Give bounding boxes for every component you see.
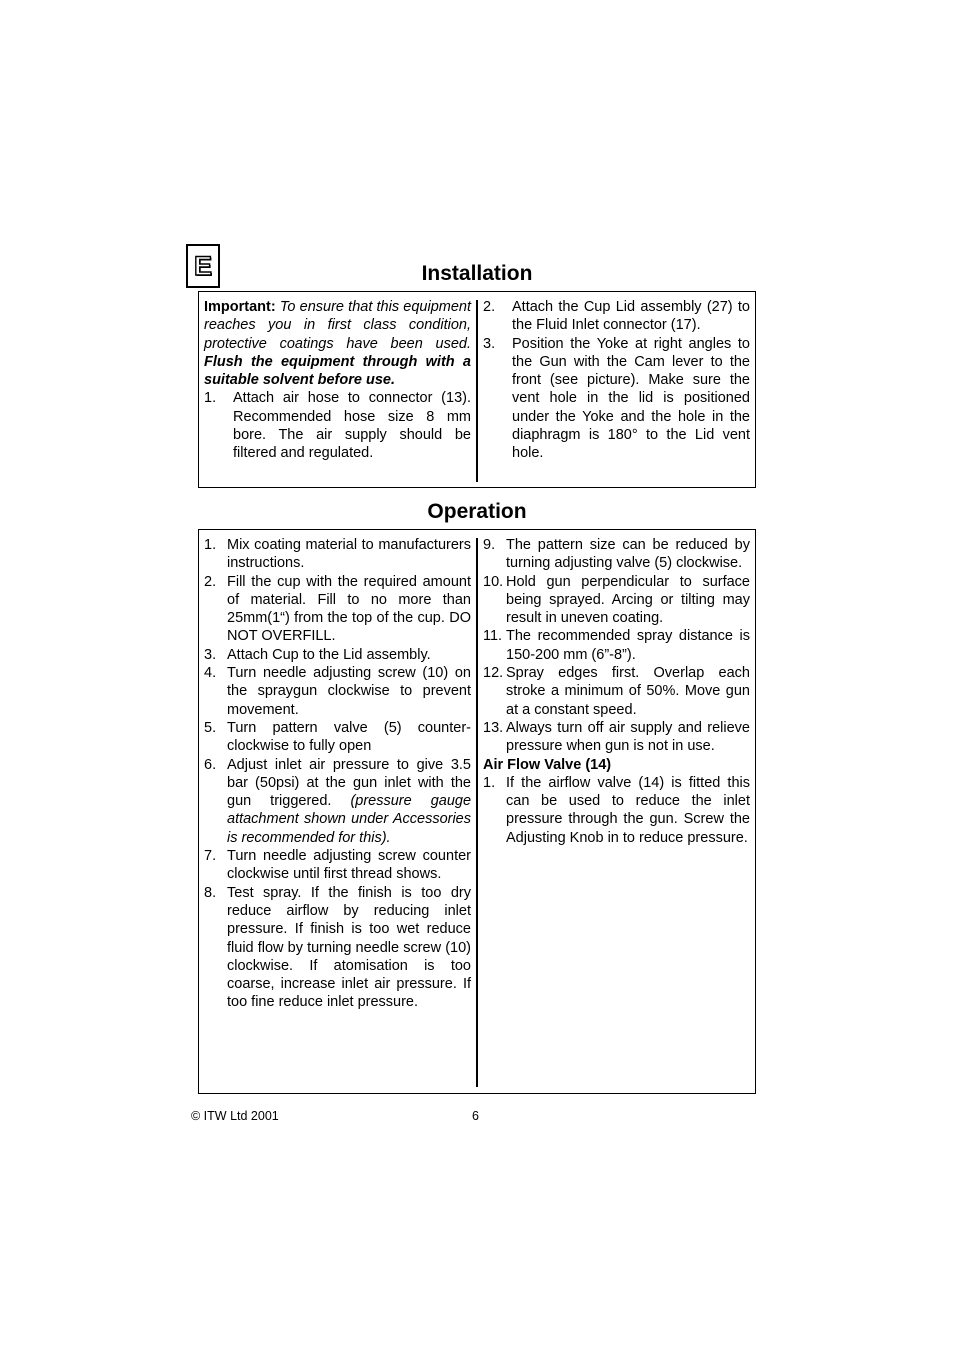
list-item xyxy=(204,389,471,462)
step-number: 6. xyxy=(204,756,217,773)
step-text: Spray edges first. Overlap each stroke a minimum of 50%. Move gun at a constant speed. xyxy=(506,665,750,718)
step-number: 3. xyxy=(204,646,217,663)
list-item xyxy=(204,646,471,664)
step-number: 11. xyxy=(483,628,503,645)
step-text: Always turn off air supply and relieve pressure when gun is not in use. xyxy=(506,719,750,755)
step-text: Turn pattern valve (5) counter-clockwise to fully open xyxy=(227,719,471,755)
language-letter: E xyxy=(193,250,212,281)
list-item xyxy=(204,884,471,1012)
operation-steps-left xyxy=(204,536,471,1012)
important-warning: Flush the equipment through with a suitable solvent before use. xyxy=(204,353,471,389)
list-item xyxy=(483,719,750,756)
list-item xyxy=(483,664,750,719)
operation-title: Operation xyxy=(427,500,527,523)
list-item xyxy=(204,664,471,719)
column-divider xyxy=(476,300,478,482)
installation-steps-left xyxy=(204,389,471,462)
list-item xyxy=(483,627,750,664)
step-number: 1. xyxy=(483,774,496,791)
step-text: Test spray. If the finish is too dry reduce airflow by reducing inlet pressure. If finish is too wet reduce fluid flow by turning needle screw (10) clockwise. If atomisation is too coarse, increase inlet air pressure. If too fine reduce inlet pressure. xyxy=(227,884,471,1011)
step-number: 1. xyxy=(204,537,217,553)
airflow-heading: Air Flow Valve (14) xyxy=(483,756,612,773)
step-number: 10. xyxy=(483,573,504,590)
step-text: If the airflow valve (14) is fitted this can be used to reduce the inlet pressure through the gun. Screw the Adjusting Knob in to reduce pressure. xyxy=(506,774,750,846)
step-number: 2. xyxy=(483,299,496,315)
step-text: Fill the cup with the required amount of material. Fill to no more than 25mm(1“) from the top of the cup. DO NOT OVERFILL. xyxy=(227,573,471,645)
operation-panel xyxy=(198,529,756,1094)
list-item xyxy=(483,335,750,463)
step-text: Hold gun perpendicular to surface being sprayed. Arcing or tilting may result in uneven coating. xyxy=(506,573,750,627)
installation-panel xyxy=(198,291,756,488)
operation-left-column xyxy=(204,536,471,1012)
step-note: (pressure gauge attachment shown under Accessories is recommended for this). xyxy=(227,793,472,846)
step-number: 1. xyxy=(204,390,217,407)
step-text: Attach the Cup Lid assembly (27) to the Fluid Inlet connector (17). xyxy=(512,299,750,334)
step-text: The pattern size can be reduced by turning adjusting valve (5) clockwise. xyxy=(506,537,750,572)
step-number: 5. xyxy=(204,719,217,736)
important-note xyxy=(204,298,471,389)
list-item xyxy=(204,719,471,756)
operation-right-column xyxy=(483,536,750,847)
step-number: 8. xyxy=(204,884,217,901)
step-text: Turn needle adjusting screw (10) on the spraygun clockwise to prevent movement. xyxy=(227,665,471,718)
important-text: To ensure that this equipment reaches you in first class condition, protective coatings have been used. xyxy=(204,299,471,352)
step-number: 13. xyxy=(483,719,504,736)
list-item xyxy=(204,573,471,646)
list-item xyxy=(204,847,471,884)
copyright: © ITW Ltd 2001 xyxy=(191,1109,279,1123)
step-number: 2. xyxy=(204,573,217,590)
step-number: 4. xyxy=(204,665,217,682)
step-text: Turn needle adjusting screw counter clockwise until first thread shows. xyxy=(227,848,471,883)
list-item xyxy=(483,573,750,628)
installation-steps-right xyxy=(483,298,750,463)
list-item xyxy=(483,298,750,335)
page-number: 6 xyxy=(472,1109,479,1123)
list-item xyxy=(204,756,471,847)
column-divider xyxy=(476,538,478,1087)
step-number: 7. xyxy=(204,848,217,865)
airflow-steps xyxy=(483,774,750,847)
step-number: 3. xyxy=(483,335,496,352)
step-text: The recommended spray distance is 150-200 mm (6”-8”). xyxy=(506,628,750,663)
installation-left-column xyxy=(204,298,471,463)
list-item xyxy=(483,774,750,847)
step-text: Attach air hose to connector (13). Recommended hose size 8 mm bore. The air supply should be filtered and regulated. xyxy=(233,390,471,462)
step-number: 9. xyxy=(483,537,496,553)
important-label: Important: xyxy=(204,299,276,315)
list-item xyxy=(204,536,471,573)
operation-steps-right xyxy=(483,536,750,756)
step-text: Attach Cup to the Lid assembly. xyxy=(227,646,431,663)
installation-right-column xyxy=(483,298,750,463)
installation-title: Installation xyxy=(421,262,533,285)
step-text: Adjust inlet air pressure to give 3.5 bar (50psi) at the gun inlet with the gun triggered. xyxy=(227,756,471,810)
step-number: 12. xyxy=(483,665,504,682)
step-text: Mix coating material to manufacturers instructions. xyxy=(227,537,471,572)
step-text: Position the Yoke at right angles to the Gun with the Cam lever to the front (see picture). Make sure the vent hole in the lid is positioned under the Yoke and the hole in the diaphragm is 180° to the Lid vent hole. xyxy=(512,335,750,462)
list-item xyxy=(483,536,750,573)
